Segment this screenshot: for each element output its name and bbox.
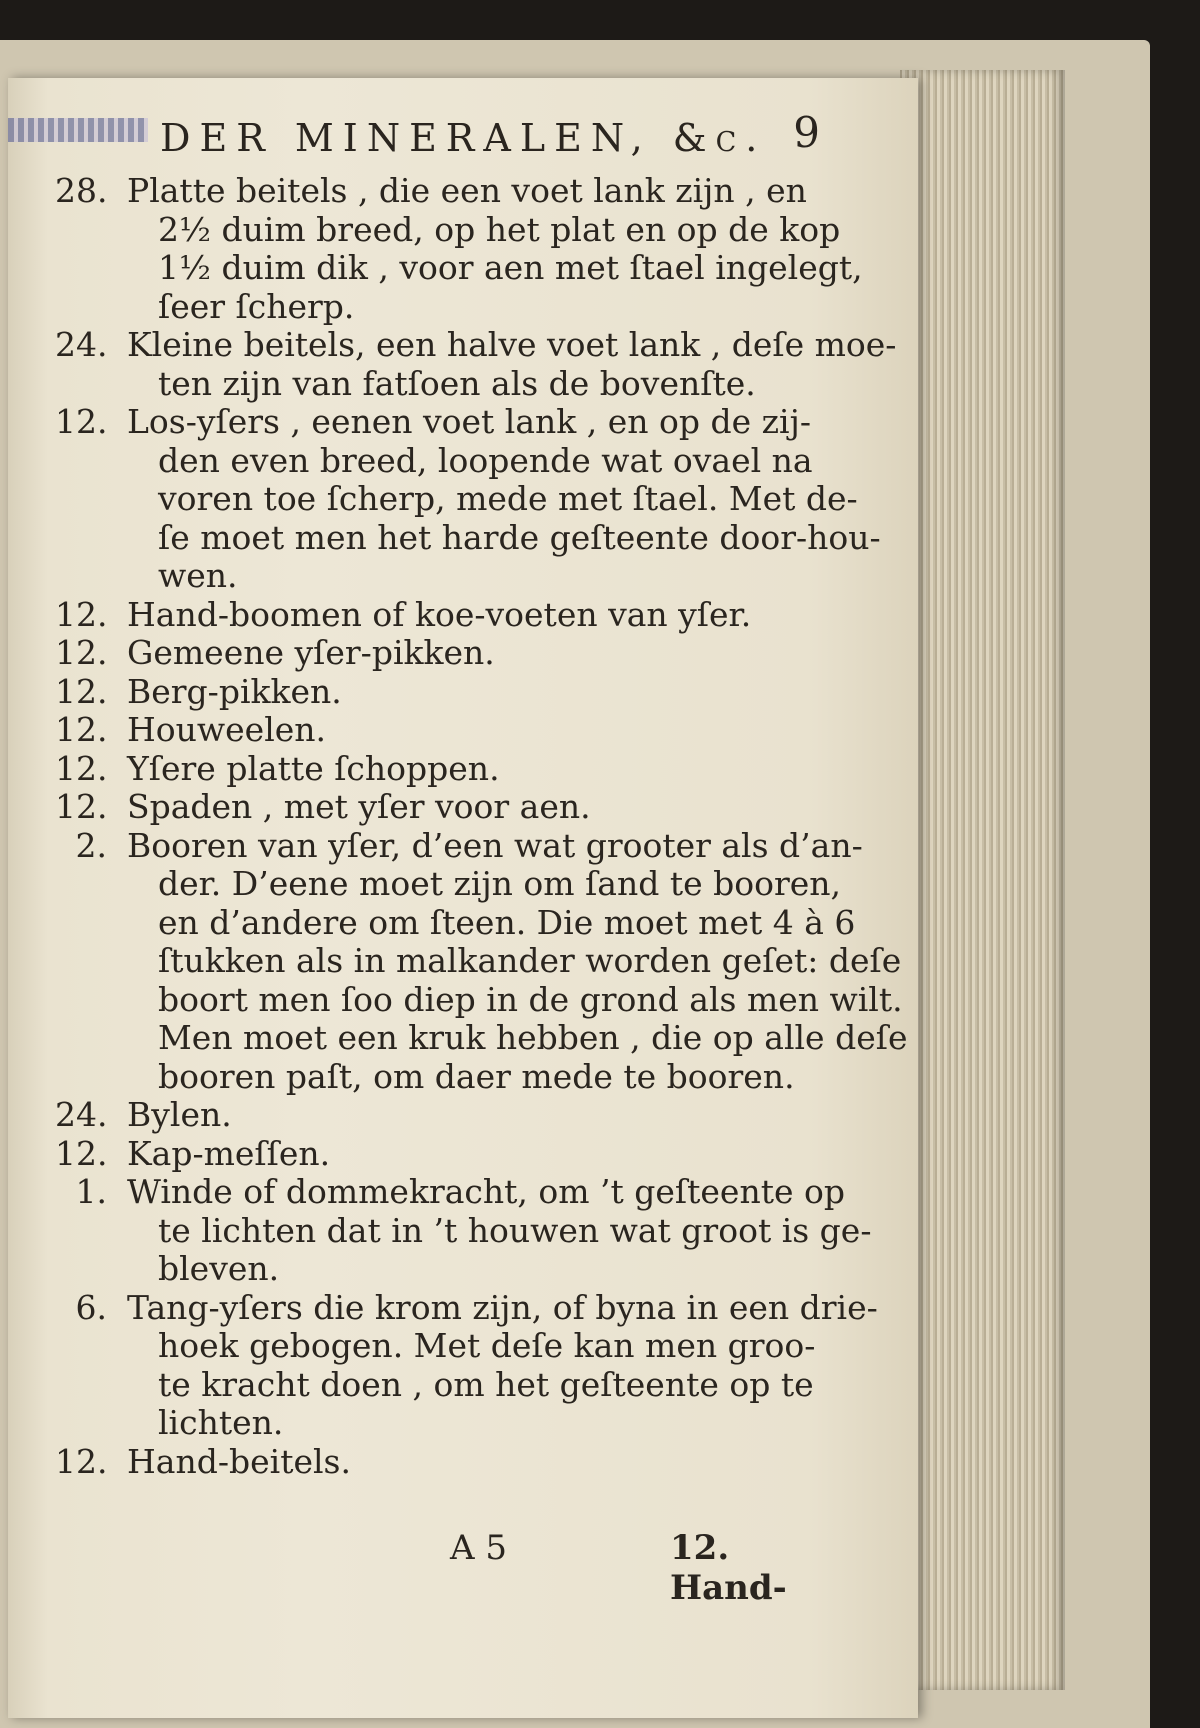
item-text-line: voren toe ſcherp, mede met ſtael. Met de-: [158, 479, 858, 518]
list-item: [55, 825, 908, 1097]
item-quantity: 12.: [55, 1133, 108, 1173]
item-text-line: Kleine beitels, een halve voet lank , deſe moe-: [127, 325, 897, 364]
item-text-line: ſe moet men het harde geſteente door-hou-: [158, 517, 881, 557]
item-quantity: 12.: [55, 748, 108, 788]
item-text-line: den even breed, loopende wat ovael na: [158, 440, 813, 480]
page-number: 9: [793, 108, 820, 157]
item-text-line: ſtukken als in malkander worden geſet: deſe: [158, 941, 902, 980]
item-text-line: boort men ſoo diep in de grond als men wilt.: [158, 979, 903, 1019]
item-quantity: 12.: [55, 671, 108, 711]
item-text-line: 1½ duim dik , voor aen met ſtael ingelegt,: [158, 248, 863, 287]
item-quantity: 12.: [55, 402, 108, 441]
item-text-line: te kracht doen , om het geſteente op te: [158, 1364, 814, 1404]
list-item: [55, 750, 855, 789]
item-quantity: 12.: [55, 594, 108, 634]
item-quantity: 24.: [55, 325, 108, 364]
item-quantity: 12.: [55, 1441, 108, 1481]
item-quantity: 12.: [55, 633, 108, 672]
item-text-line: booren paſt, om daer mede te booren.: [158, 1056, 795, 1096]
list-item: [55, 596, 855, 635]
list-item: [55, 1172, 872, 1289]
list-item: [55, 1287, 878, 1443]
list-item: [55, 1135, 855, 1174]
item-text-line: Berg-pikken.: [127, 671, 342, 711]
running-head: [160, 108, 820, 168]
item-text-line: Tang-yſers die krom zijn, of byna in een drie-: [127, 1287, 878, 1327]
item-quantity: 12.: [55, 787, 108, 826]
page-edges: [900, 70, 1065, 1690]
page-footer: [55, 1528, 855, 1608]
list-item: [55, 634, 855, 673]
item-text-line: 2½ duim breed, op het plat en op de kop: [158, 209, 841, 249]
item-text-line: Houweelen.: [127, 710, 327, 749]
item-quantity: 24.: [55, 1095, 108, 1134]
item-text-line: hoek gebogen. Met deſe kan men groo-: [158, 1326, 816, 1365]
list-item: [55, 1443, 855, 1482]
list-item: [55, 788, 855, 827]
item-quantity: 1.: [75, 1172, 107, 1211]
list-item: [55, 402, 881, 596]
item-text-line: Spaden , met yſer voor aen.: [127, 787, 591, 826]
item-text-line: te lichten dat in ’t houwen wat groot is ge-: [158, 1210, 872, 1250]
item-text-line: ſeer ſcherp.: [158, 286, 355, 326]
item-text-line: wen.: [158, 556, 238, 595]
item-text-line: Los-yſers , eenen voet lank , en op de zij-: [127, 402, 811, 441]
item-quantity: 28.: [55, 171, 108, 210]
item-text-line: Bylen.: [127, 1095, 232, 1134]
item-text-line: der. D’eene moet zijn om ſand te booren,: [158, 864, 842, 903]
running-head-title: DER MINERALEN, &c.: [160, 116, 767, 160]
item-quantity: 6.: [75, 1287, 107, 1327]
item-text-line: Platte beitels , die een voet lank zijn , en: [127, 171, 807, 210]
item-text-line: bleven.: [158, 1249, 280, 1288]
item-quantity: 12.: [55, 710, 108, 749]
inventory-list: [55, 171, 908, 1481]
binding-stitch: [8, 118, 148, 142]
item-text-line: Hand-boomen of koe-voeten van yſer.: [127, 594, 752, 634]
item-text-line: Winde of dommekracht, om ’t geſteente op: [127, 1172, 845, 1211]
item-text-line: lichten.: [158, 1403, 284, 1442]
item-quantity: 2.: [75, 825, 107, 865]
list-item: [55, 1096, 855, 1135]
catchword: 12. Hand-: [670, 1528, 787, 1608]
item-text-line: Gemeene yſer-pikken.: [127, 633, 495, 672]
list-item: [55, 171, 863, 326]
item-text-line: Yſere platte ſchoppen.: [127, 748, 500, 788]
item-text-line: en d’andere om ſteen. Die moet met 4 à 6: [158, 902, 856, 942]
item-text-line: Kap-meſſen.: [127, 1133, 331, 1173]
item-text-line: Men moet een kruk hebben , die op alle deſe: [158, 1018, 908, 1057]
list-item: [55, 325, 897, 403]
list-item: [55, 673, 855, 712]
signature-mark: A 5: [450, 1528, 507, 1568]
item-text-line: ten zijn van fatſoen als de bovenſte.: [158, 363, 756, 403]
list-item: [55, 711, 855, 750]
item-text-line: Hand-beitels.: [127, 1441, 351, 1481]
item-text-line: Booren van yſer, d’een wat grooter als d’an-: [127, 825, 863, 865]
